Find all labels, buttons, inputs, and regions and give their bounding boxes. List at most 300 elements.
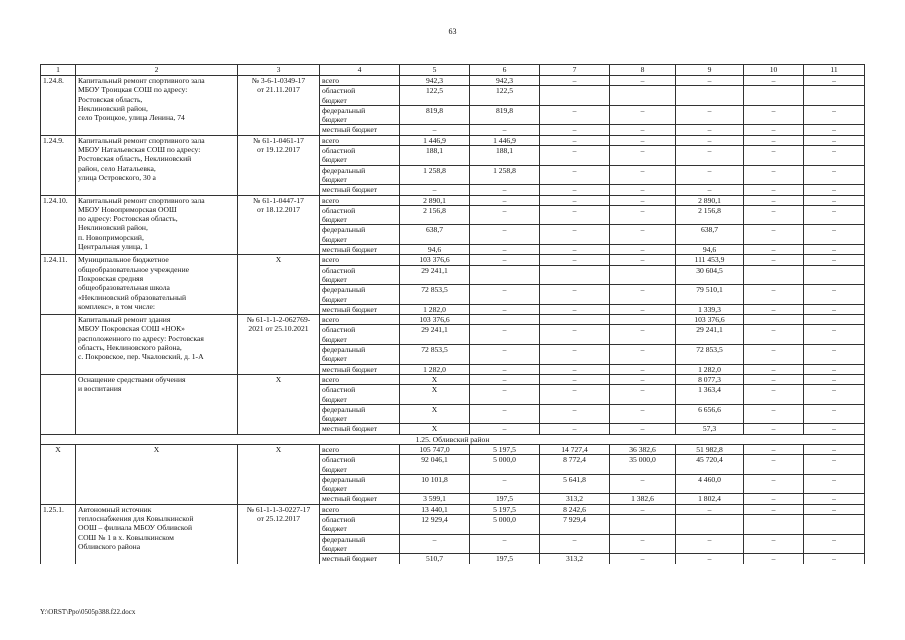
text-line: всего xyxy=(322,374,340,384)
text-line: федеральный xyxy=(322,345,366,355)
text-line: бюджет xyxy=(322,414,347,424)
text-line: № 61-1-0447-17 xyxy=(253,195,304,205)
value-cell: 819,8 xyxy=(470,105,540,125)
value-cell: – xyxy=(744,455,804,475)
text-line: МБОУ Покровская СОШ «НОК» xyxy=(78,324,185,334)
value-cell: 638,7 xyxy=(400,225,470,245)
value-cell: 188,1 xyxy=(470,146,540,166)
value-cell: – xyxy=(676,165,744,185)
value-cell: 8 077,3 xyxy=(676,374,744,384)
value-cell: – xyxy=(470,205,540,225)
value-cell: 1 446,9 xyxy=(470,135,540,145)
funding-source xyxy=(320,225,400,245)
value-cell: – xyxy=(744,255,804,265)
value-cell: 72 853,5 xyxy=(676,345,744,365)
text-line: федеральный xyxy=(322,285,366,295)
value-cell: – xyxy=(470,185,540,195)
value-cell: – xyxy=(804,146,865,166)
row-id: 1.24.11. xyxy=(41,255,76,315)
value-cell: – xyxy=(610,385,676,405)
text-line: бюджет xyxy=(322,274,347,284)
value-cell: – xyxy=(610,424,676,434)
text-line: бюджет xyxy=(322,155,347,165)
value-cell: 5 000,0 xyxy=(470,515,540,535)
text-line: областной xyxy=(322,86,356,96)
funding-source xyxy=(320,135,400,145)
value-cell xyxy=(610,515,676,535)
value-cell: – xyxy=(804,455,865,475)
text-line: Оснащение средствами обучения xyxy=(78,374,186,384)
value-cell: – xyxy=(540,255,610,265)
text-line: общеобразовательная школа xyxy=(78,283,170,293)
object-name xyxy=(76,135,238,195)
value-cell: 1 282,0 xyxy=(676,364,744,374)
funding-source xyxy=(320,315,400,325)
value-cell: – xyxy=(610,185,676,195)
value-cell xyxy=(744,86,804,106)
header-cell: 9 xyxy=(676,65,744,76)
value-cell: – xyxy=(470,285,540,305)
value-cell: – xyxy=(540,245,610,255)
text-line: всего xyxy=(322,195,340,205)
text-line: «Неклиновский образовательный xyxy=(78,292,187,302)
value-cell xyxy=(610,315,676,325)
text-line: всего xyxy=(322,76,340,85)
value-cell: 72 853,5 xyxy=(400,285,470,305)
value-cell: – xyxy=(676,554,744,564)
value-cell: – xyxy=(744,364,804,374)
value-cell: 111 453,9 xyxy=(676,255,744,265)
value-cell xyxy=(744,515,804,535)
value-cell: – xyxy=(610,304,676,314)
value-cell: – xyxy=(540,105,610,125)
value-cell: – xyxy=(540,76,610,86)
value-cell: – xyxy=(744,285,804,305)
value-cell: 5 641,8 xyxy=(540,474,610,494)
text-line: бюджет xyxy=(322,464,347,474)
funding-source xyxy=(320,105,400,125)
funding-source xyxy=(320,455,400,475)
object-name xyxy=(76,374,238,434)
text-line: местный бюджет xyxy=(322,304,378,314)
text-line: местный бюджет xyxy=(322,364,378,374)
value-cell: 1 363,4 xyxy=(676,385,744,405)
value-cell xyxy=(744,265,804,285)
value-cell: – xyxy=(744,105,804,125)
document-ref xyxy=(238,135,320,195)
value-cell: 5 197,5 xyxy=(470,444,540,454)
value-cell: – xyxy=(540,185,610,195)
value-cell: – xyxy=(610,374,676,384)
value-cell: 72 853,5 xyxy=(400,345,470,365)
value-cell: – xyxy=(470,195,540,205)
value-cell: 29 241,1 xyxy=(400,325,470,345)
text-line: всего xyxy=(322,135,340,145)
value-cell xyxy=(676,515,744,535)
value-cell: – xyxy=(744,385,804,405)
text-line: 2021 от 25.10.2021 xyxy=(248,324,309,334)
object-name xyxy=(76,504,238,563)
text-line: бюджет xyxy=(322,95,347,105)
text-line: X xyxy=(275,255,282,265)
value-cell: 12 929,4 xyxy=(400,515,470,535)
value-cell: 5 000,0 xyxy=(470,455,540,475)
value-cell: 29 241,1 xyxy=(400,265,470,285)
text-line: местный бюджет xyxy=(322,494,378,504)
text-line: область, Неклиновского района, xyxy=(78,343,182,353)
budget-table xyxy=(40,64,865,564)
text-line: X xyxy=(275,374,282,384)
funding-source xyxy=(320,534,400,554)
value-cell: – xyxy=(676,504,744,514)
funding-source xyxy=(320,255,400,265)
value-cell: 942,3 xyxy=(470,76,540,86)
funding-source xyxy=(320,494,400,504)
value-cell: – xyxy=(744,205,804,225)
document-ref xyxy=(238,504,320,563)
value-cell: – xyxy=(804,345,865,365)
text-line: X xyxy=(275,444,282,454)
value-cell xyxy=(676,86,744,106)
funding-source xyxy=(320,444,400,454)
value-cell: – xyxy=(470,225,540,245)
text-line: областной xyxy=(322,205,356,215)
table-row xyxy=(41,374,865,384)
object-name xyxy=(76,444,238,504)
funding-source xyxy=(320,165,400,185)
value-cell: – xyxy=(470,325,540,345)
value-cell: – xyxy=(804,374,865,384)
value-cell: – xyxy=(804,385,865,405)
value-cell: – xyxy=(470,374,540,384)
value-cell: – xyxy=(744,534,804,554)
funding-source xyxy=(320,385,400,405)
text-line: расположенного по адресу: Ростовская xyxy=(78,333,204,343)
funding-source xyxy=(320,185,400,195)
funding-source xyxy=(320,345,400,365)
value-cell: – xyxy=(610,255,676,265)
document-ref xyxy=(238,195,320,255)
value-cell: – xyxy=(804,504,865,514)
value-cell xyxy=(470,315,540,325)
value-cell: – xyxy=(744,165,804,185)
value-cell: – xyxy=(744,125,804,135)
funding-source xyxy=(320,86,400,106)
value-cell: 4 460,0 xyxy=(676,474,744,494)
header-cell: 11 xyxy=(804,65,865,76)
value-cell: – xyxy=(610,534,676,554)
document-ref xyxy=(238,444,320,504)
value-cell: 197,5 xyxy=(470,494,540,504)
funding-source xyxy=(320,404,400,424)
value-cell: – xyxy=(744,404,804,424)
funding-source xyxy=(320,325,400,345)
value-cell: 92 046,1 xyxy=(400,455,470,475)
value-cell: – xyxy=(744,444,804,454)
funding-source xyxy=(320,374,400,384)
value-cell: – xyxy=(540,304,610,314)
value-cell: – xyxy=(744,504,804,514)
funding-source xyxy=(320,76,400,86)
header-cell: 7 xyxy=(540,65,610,76)
value-cell: – xyxy=(744,494,804,504)
value-cell: – xyxy=(676,105,744,125)
section-row xyxy=(41,434,865,444)
funding-source xyxy=(320,504,400,514)
value-cell: – xyxy=(610,325,676,345)
text-line: всего xyxy=(322,255,340,265)
text-line: от 18.12.2017 xyxy=(256,204,301,214)
value-cell: 2 156,8 xyxy=(676,205,744,225)
value-cell: 3 599,1 xyxy=(400,494,470,504)
value-cell: 122,5 xyxy=(400,86,470,106)
row-id xyxy=(41,374,76,434)
header-cell: 3 xyxy=(238,65,320,76)
text-line: Муниципальное бюджетное xyxy=(78,255,169,265)
funding-source xyxy=(320,515,400,535)
text-line: общеобразовательное учреждение xyxy=(78,264,190,274)
value-cell: – xyxy=(610,165,676,185)
value-cell: – xyxy=(804,225,865,245)
value-cell: 94,6 xyxy=(676,245,744,255)
text-line: Капитальный ремонт здания xyxy=(78,315,171,325)
value-cell: – xyxy=(400,125,470,135)
value-cell: – xyxy=(610,146,676,166)
value-cell: – xyxy=(540,125,610,135)
value-cell: – xyxy=(470,385,540,405)
value-cell: – xyxy=(804,255,865,265)
text-line: Неклиновский район, xyxy=(78,223,148,233)
value-cell xyxy=(804,265,865,285)
value-cell: 1 258,8 xyxy=(400,165,470,185)
value-cell: – xyxy=(470,255,540,265)
value-cell: – xyxy=(470,474,540,494)
value-cell xyxy=(540,315,610,325)
value-cell: 122,5 xyxy=(470,86,540,106)
value-cell: 1 282,0 xyxy=(400,304,470,314)
table-row xyxy=(41,76,865,86)
text-line: бюджет xyxy=(322,354,347,364)
value-cell: – xyxy=(610,345,676,365)
text-line: Центральная улица, 1 xyxy=(78,242,148,252)
value-cell: – xyxy=(804,165,865,185)
value-cell: – xyxy=(470,364,540,374)
header-cell: 4 xyxy=(320,65,400,76)
value-cell: 2 156,8 xyxy=(400,205,470,225)
value-cell: – xyxy=(610,125,676,135)
value-cell: – xyxy=(804,494,865,504)
value-cell: – xyxy=(540,195,610,205)
text-line: федеральный xyxy=(322,534,366,544)
header-cell: 2 xyxy=(76,65,238,76)
value-cell xyxy=(804,315,865,325)
table-row xyxy=(41,315,865,325)
text-line: теплоснабжения для Ковылкинской xyxy=(78,514,194,524)
value-cell: – xyxy=(540,205,610,225)
funding-source xyxy=(320,474,400,494)
value-cell: 105 747,0 xyxy=(400,444,470,454)
text-line: местный бюджет xyxy=(322,554,378,564)
text-line: Ростовская область, Неклиновский xyxy=(78,154,192,164)
header-cell: 5 xyxy=(400,65,470,76)
value-cell: – xyxy=(610,76,676,86)
text-line: комплекс», в том числе: xyxy=(78,301,156,311)
page-number: 63 xyxy=(448,27,457,36)
text-line: Неклиновский район, xyxy=(78,103,148,113)
value-cell: – xyxy=(540,285,610,305)
text-line: СОШ № 1 в х. Ковылкинском xyxy=(78,532,174,542)
value-cell: – xyxy=(744,345,804,365)
value-cell: – xyxy=(610,105,676,125)
text-line: бюджет xyxy=(322,394,347,404)
value-cell: X xyxy=(400,385,470,405)
text-line: областной xyxy=(322,146,356,156)
value-cell: – xyxy=(470,534,540,554)
value-cell: – xyxy=(676,534,744,554)
document-ref xyxy=(238,315,320,375)
text-line: ООШ – филиала МБОУ Обливской xyxy=(78,523,193,533)
table-row xyxy=(41,135,865,145)
text-line: бюджет xyxy=(322,294,347,304)
text-line: бюджет xyxy=(322,215,347,225)
text-line: с. Покровское, пер. Чкаловский, д. 1-А xyxy=(78,352,204,362)
text-line: бюджет xyxy=(322,543,347,553)
value-cell: – xyxy=(804,125,865,135)
value-cell: 13 440,1 xyxy=(400,504,470,514)
object-name xyxy=(76,315,238,375)
text-line: федеральный xyxy=(322,105,366,115)
value-cell: 8 242,6 xyxy=(540,504,610,514)
text-line: № 61-1-0461-17 xyxy=(253,135,304,145)
text-line: и воспитания xyxy=(78,384,122,394)
value-cell: 103 376,6 xyxy=(676,315,744,325)
header-cell: 8 xyxy=(610,65,676,76)
funding-source xyxy=(320,125,400,135)
value-cell: – xyxy=(400,185,470,195)
value-cell: – xyxy=(804,135,865,145)
value-cell: – xyxy=(744,374,804,384)
value-cell: – xyxy=(610,135,676,145)
value-cell: – xyxy=(744,76,804,86)
value-cell: 313,2 xyxy=(540,494,610,504)
value-cell: – xyxy=(540,364,610,374)
header-cell: 1 xyxy=(41,65,76,76)
value-cell xyxy=(610,86,676,106)
table-row xyxy=(41,444,865,454)
value-cell: 103 376,6 xyxy=(400,255,470,265)
value-cell xyxy=(804,86,865,106)
value-cell: 1 802,4 xyxy=(676,494,744,504)
document-ref xyxy=(238,76,320,136)
funding-source xyxy=(320,146,400,166)
value-cell: – xyxy=(804,195,865,205)
text-line: областной xyxy=(322,265,356,275)
value-cell: – xyxy=(470,304,540,314)
value-cell: – xyxy=(610,474,676,494)
value-cell: 79 510,1 xyxy=(676,285,744,305)
document-ref xyxy=(238,255,320,315)
value-cell: – xyxy=(744,325,804,345)
value-cell: 45 720,4 xyxy=(676,455,744,475)
funding-source xyxy=(320,424,400,434)
row-id: 1.24.9. xyxy=(41,135,76,195)
text-line: п. Новоприморский, xyxy=(78,232,144,242)
value-cell xyxy=(610,265,676,285)
value-cell: – xyxy=(744,304,804,314)
value-cell: 1 282,0 xyxy=(400,364,470,374)
value-cell: – xyxy=(676,185,744,195)
value-cell: 1 258,8 xyxy=(470,165,540,185)
funding-source xyxy=(320,265,400,285)
value-cell: – xyxy=(540,385,610,405)
value-cell: 942,3 xyxy=(400,76,470,86)
row-id: 1.25.1. xyxy=(41,504,76,563)
value-cell: – xyxy=(610,404,676,424)
text-line: от 25.12.2017 xyxy=(256,514,301,524)
text-line: МБОУ Троицкая СОШ по адресу: xyxy=(78,85,188,95)
value-cell xyxy=(470,265,540,285)
value-cell: 5 197,5 xyxy=(470,504,540,514)
value-cell xyxy=(540,86,610,106)
text-line: от 21.11.2017 xyxy=(257,85,300,95)
text-line: улица Островского, 30 а xyxy=(78,172,156,182)
value-cell: – xyxy=(540,225,610,245)
row-id: X xyxy=(41,444,76,504)
value-cell: – xyxy=(744,474,804,494)
value-cell: – xyxy=(744,424,804,434)
text-line: бюджет xyxy=(322,484,347,494)
value-cell: 510,7 xyxy=(400,554,470,564)
value-cell: – xyxy=(804,424,865,434)
value-cell: – xyxy=(744,225,804,245)
value-cell: – xyxy=(540,374,610,384)
text-line: федеральный xyxy=(322,404,366,414)
text-line: всего xyxy=(322,504,340,514)
value-cell: – xyxy=(610,554,676,564)
text-line: Капитальный ремонт спортивного зала xyxy=(78,76,205,85)
funding-source xyxy=(320,554,400,564)
text-line: бюджет xyxy=(322,234,347,244)
value-cell: 6 656,6 xyxy=(676,404,744,424)
value-cell: – xyxy=(804,304,865,314)
text-line: местный бюджет xyxy=(322,125,378,135)
value-cell: 30 604,5 xyxy=(676,265,744,285)
value-cell: – xyxy=(540,325,610,345)
text-line: Ростовская область, xyxy=(78,94,143,104)
value-cell: – xyxy=(804,105,865,125)
value-cell: 638,7 xyxy=(676,225,744,245)
value-cell: – xyxy=(676,76,744,86)
funding-source xyxy=(320,245,400,255)
text-line: Капитальный ремонт спортивного зала xyxy=(78,135,205,145)
row-id: 1.24.10. xyxy=(41,195,76,255)
value-cell: – xyxy=(540,404,610,424)
value-cell: 57,3 xyxy=(676,424,744,434)
value-cell: X xyxy=(400,404,470,424)
value-cell: – xyxy=(400,534,470,554)
value-cell: 2 890,1 xyxy=(676,195,744,205)
text-line: областной xyxy=(322,385,356,395)
object-name xyxy=(76,76,238,136)
value-cell: – xyxy=(540,146,610,166)
value-cell: – xyxy=(540,165,610,185)
value-cell: – xyxy=(804,364,865,374)
text-line: район, село Натальевка, xyxy=(78,163,156,173)
value-cell: 197,5 xyxy=(470,554,540,564)
text-line: всего xyxy=(322,315,340,325)
object-name xyxy=(76,195,238,255)
value-cell: 819,8 xyxy=(400,105,470,125)
